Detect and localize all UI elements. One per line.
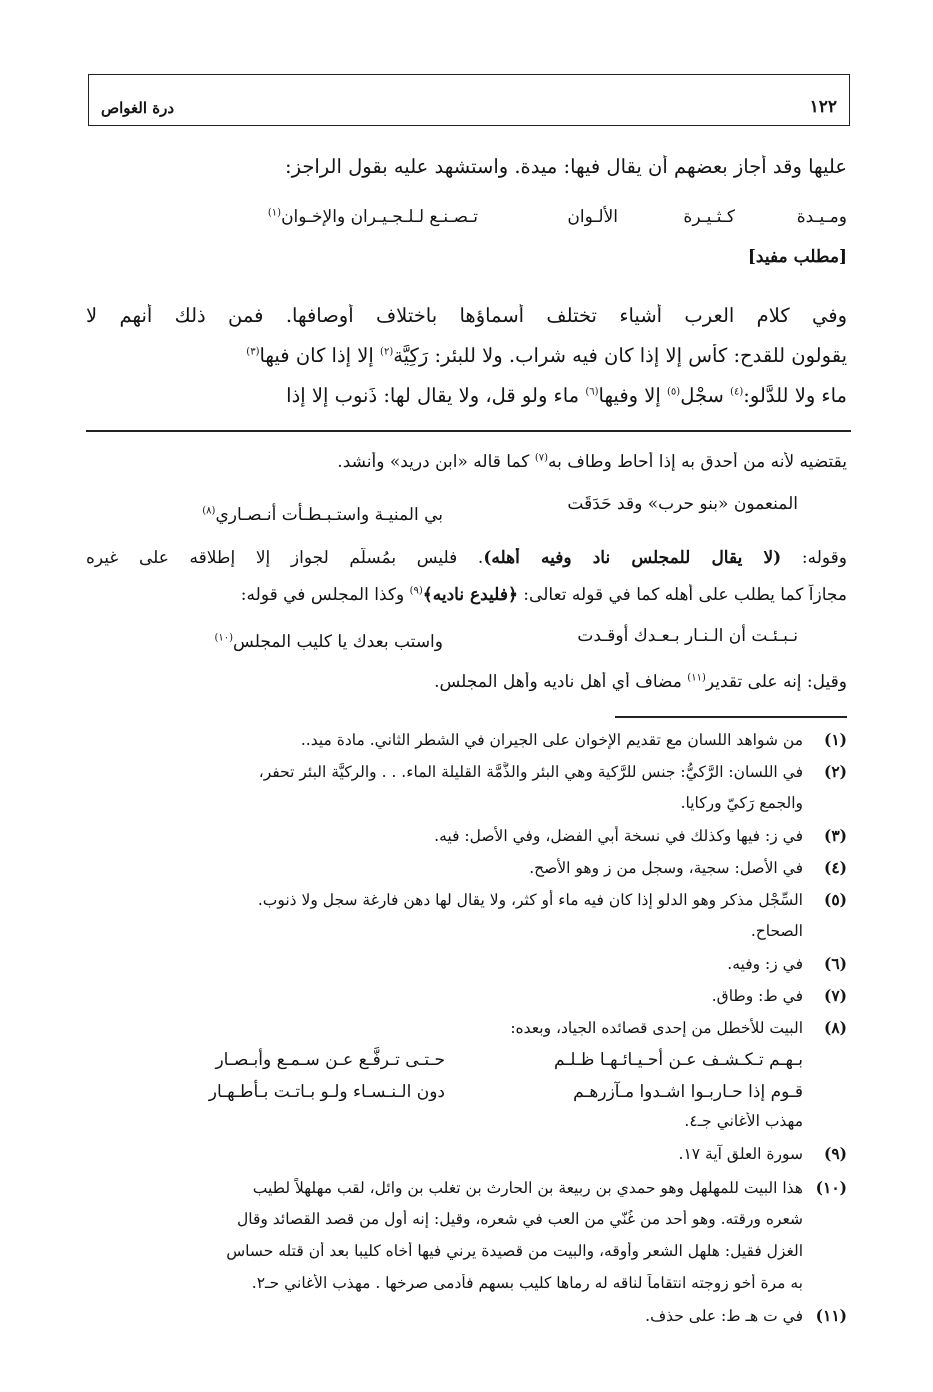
footnote-text: هذا البيت للمهلهل وهو حمدي بن ربيعة بن الحارث بن تغلب بن وائل، لقب مهلهلاً لطيب [252,1179,803,1197]
footnote-1 [86,730,847,749]
verse2-right: المنعمون «بنو حرب» وقد حَدَقَت [567,494,798,514]
footnote-2-cont: والجمع رَكيّ وركايا. [680,794,803,812]
footnote-10-cont2: الغزل فقيل: هلهل الشعر وأوقه، والبيت من قصيدة يرني فيها أخاه كليبا بعد أن قتله حساس [226,1242,803,1260]
para1-line2-b: إلا إذا كان فيها [259,344,381,367]
fn8-source: مهذب الأغاني جـ٤. [684,1112,803,1130]
footnote-number: (٦) [823,954,847,973]
footnote-9 [86,1144,847,1163]
lower-line3 [86,584,847,605]
footnote-number: (٢) [823,762,847,781]
verse1-part4 [268,207,478,227]
footnote-ref-9[interactable]: (٩) [409,585,423,597]
footnote-7 [86,986,847,1005]
footnote-text: السِّجْل مذكر وهو الدلو إذا كان فيه ماء أو كثر، ولا يقال لها دهن فارغة سجل ولا ذنوب. [257,891,803,909]
footnote-ref-5[interactable]: (٥) [667,386,681,398]
footnote-ref-1[interactable]: (١) [267,207,282,219]
footnote-text: في ط: وطاق. [711,987,803,1005]
lower-line1 [86,452,847,472]
text-line-1: عليها وقد أجاز بعضهم أن يقال فيها: ميدة. واستشهد عليه بقول الراجز: [285,155,847,178]
fn8-verse1-left: حـتـى تـرفَّـع عـن سـمـع وأبـصـار [215,1050,445,1070]
para1-line3-a: ماء ولا للدَّلو: [743,384,847,407]
footnote-ref-4[interactable]: (٤) [730,386,744,398]
lower-line4 [86,672,847,692]
footnote-2 [86,762,847,781]
footnote-separator [615,716,847,718]
para1-line2-a: يقولون للقدح: كأس إلا إذا كان فيه شراب. ولا للبئر: رَكِيَّة [393,344,847,367]
lower-line3-b: وكذا المجلس في قوله: [240,585,410,605]
page-number: ١٢٢ [809,97,837,117]
footnote-3 [86,826,847,845]
footnote-10-cont3: به مرة أخو زوجته انتقاماً لناقه له رماها كليب بسهم فأدمى صرخها . مهذب الأغاني حـ٢. [251,1274,803,1292]
footnote-10-cont1: شعره ورقته. وهو أحد من غُنّي من العب في شعره، وقيل: إنه أول من قصد القصائد وقال [236,1210,803,1228]
verse2-left [202,505,443,525]
footnote-6 [86,954,847,973]
footnote-ref-6[interactable]: (٦) [585,386,599,398]
footnote-text: في ز: وفيه. [727,955,803,973]
footnote-ref-2[interactable]: (٢) [380,346,394,358]
footnote-11 [86,1306,847,1325]
lower-line2-a: وقوله: [781,548,847,568]
footnote-ref-3[interactable]: (٣) [246,346,260,358]
para1-line3 [86,384,847,407]
page-header [88,74,850,126]
para1-line3-b: سجْل [680,384,731,407]
verse1-part1: ومـيـدة [796,207,847,227]
section-divider [86,430,851,432]
para1-line1: وفي كلام العرب أشياء تختلف أسماؤها باختلاف أوصافها. فمن ذلك أنهم لا [86,304,847,327]
verse3-left [214,632,443,652]
lower-line4-a: وقيل: إنه على تقدير [705,672,847,692]
footnote-number: (١٠) [815,1178,847,1197]
lower-line3-a: مجازاً كما يطلب على أهله كما في قوله تعالى: [517,585,847,605]
quran-quote: ﴿فليدع ناديه﴾ [422,585,518,605]
verse1-part4-text: تـصـنـع لـلـجـيـران والإخـوان [281,207,478,227]
lower-line1-a: يقتضيه لأنه من أحدق به إذا أحاط وطاف به [548,452,847,472]
footnote-ref-11[interactable]: (١١) [687,672,706,684]
lower-line4-b: مضاف أي أهل ناديه وأهل المجلس. [434,672,688,692]
footnote-text: سورة العلق آية ١٧. [678,1145,803,1163]
footnote-5 [86,890,847,909]
lower-line2 [86,548,847,568]
fn8-verse1-right: بـهـم تـكـشـف عـن أحـيـائـهـا ظـلـم [554,1050,803,1070]
footnote-number: (٣) [823,826,847,845]
lower-line1-b: كما قاله «ابن دريد» وأنشد. [337,452,535,472]
footnote-text: في الأصل: سجية، وسجل من ز وهو الأصح. [529,859,803,877]
footnote-number: (٥) [823,890,847,909]
footnote-text: البيت للأخطل من إحدى قصائده الجياد، وبعده: [510,1019,803,1037]
footnote-number: (٤) [823,858,847,877]
footnote-number: (٩) [823,1144,847,1163]
footnote-number: (٨) [823,1018,847,1037]
lower-line2-b: . فليس بمُسلَّم لجواز إلا إطلاقه على غيره [86,548,484,568]
verse3-left-text: واستب بعدك يا كليب المجلس [233,632,443,652]
footnote-text: من شواهد اللسان مع تقديم الإخوان على الجيران في الشطر الثاني. مادة ميد.. [300,731,803,749]
footnote-ref-8[interactable]: (٨) [202,505,216,517]
lower-line2-bold: (لا يقال للمجلس ناد وفيه أهله) [483,548,782,568]
verse3-right: نـبـئـت أن الـنـار بـعـدك أوقـدت [577,626,798,646]
footnote-5-cont: الصحاح. [750,922,803,940]
footnote-text: في اللسان: الرَّكيُّ: جنس للرَّكية وهي البئر والذَّمَّة القليلة الماء. . . والركيَّة البئر تحفر، [258,763,803,781]
fn8-verse2-right: قـوم إذا حـاربـوا اشـدوا مـآزرهـم [573,1082,803,1102]
footnote-number: (١) [823,730,847,749]
verse2-left-text: بي المنيـة واستـبـطـأت أنـصـاري [215,505,443,525]
verse1-part2: كـثـيـرة [683,207,735,227]
verse1-part3: الألـوان [567,207,618,227]
footnote-4 [86,858,847,877]
para1-line3-d: ماء ولو قل، ولا يقال لها: ذَنوب إلا إذا [286,384,586,407]
footnote-ref-10[interactable]: (١٠) [214,632,234,644]
para1-line3-c: إلا وفيها [598,384,667,407]
footnote-8 [86,1018,847,1037]
footnote-number: (١١) [815,1306,847,1325]
footnote-10 [86,1178,847,1197]
margin-note: [مطلب مفيد] [747,247,847,267]
fn8-verse2-left: دون الـنـسـاء ولـو بـاتـت بـأطـهـار [208,1082,445,1102]
para1-line2 [86,344,847,367]
footnote-number: (٧) [823,986,847,1005]
footnote-text: في ز: فيها وكذلك في نسخة أبي الفضل، وفي الأصل: فيه. [434,827,803,845]
footnote-ref-7[interactable]: (٧) [534,452,548,464]
footnote-text: في ت هـ ط: على حذف. [645,1307,803,1325]
book-title: درة الغواص [101,99,175,117]
